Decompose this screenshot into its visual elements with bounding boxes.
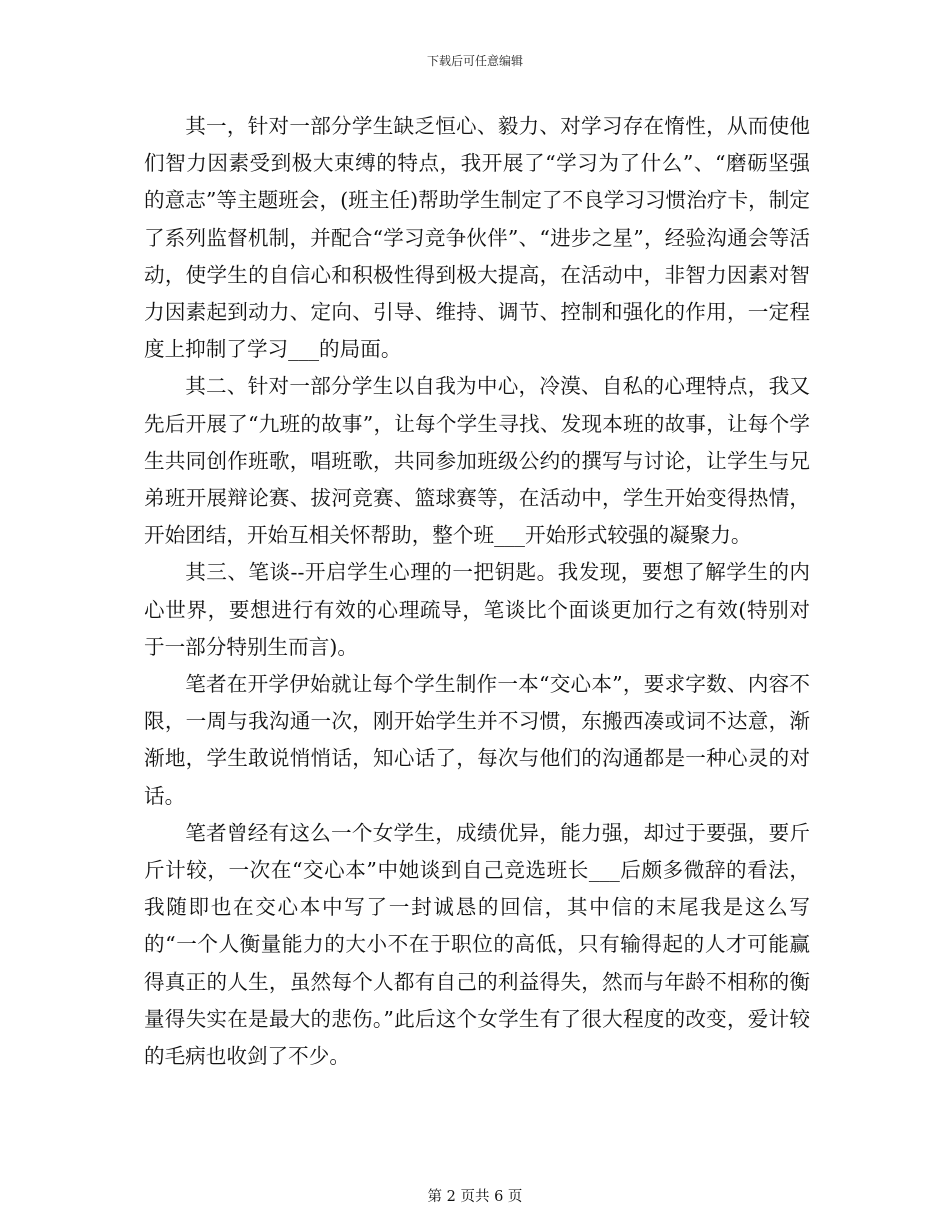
page-footer: 第 2 页共 6 页 xyxy=(427,1189,523,1205)
paragraph-1: 其一，针对一部分学生缺乏恒心、毅力、对学习存在惰性，从而使他们智力因素受到极大束缚的特点，我开展了“学习为了什么”、“磨砺坚强的意志”等主题班会，(班主任)帮助学生制定了不良学习习惯治疗卡，制定了系列监督机制，并配合“学习竞争伙伴”、“进步之星”，经验沟通会等活动，使学生的自信心和积极性得到极大提高，在活动中，非智力因素对智力因素起到动力、定向、引导、维持、调节、控制和强化的作用，一定程度上抑制了学习___的局面。 xyxy=(144,114,810,362)
paragraph-5: 笔者曾经有这么一个女学生，成绩优异，能力强，却过于要强，要斤斤计较，一次在“交心本”中她谈到自己竞选班长___后颇多微辞的看法，我随即也在交心本中写了一封诚恳的回信，其中信的末尾我是这么写的“一个人衡量能力的大小不在于职位的高低，只有输得起的人才可能赢得真正的人生，虽然每个人都有自己的利益得失，然而与年龄不相称的衡量得失实在是最大的悲伤。”此后这个女学生有了很大程度的改变，爱计较的毛病也收剑了不少。 xyxy=(144,820,810,1069)
page-header: 下载后可任意编辑 xyxy=(426,54,523,68)
paragraph-2: 其二、针对一部分学生以自我为中心，冷漠、自私的心理特点，我又先后开展了“九班的故事”，让每个学生寻找、发现本班的故事，让每个学生共同创作班歌，唱班歌，共同参加班级公约的撰写与讨论，让学生与兄弟班开展辩论赛、拔河竞赛、篮球赛等，在活动中，学生开始变得热情，开始团结，开始互相关怀帮助，整个班___开始形式较强的凝聚力。 xyxy=(144,374,810,548)
paragraph-3: 其三、笔谈--开启学生心理的一把钥匙。我发现，要想了解学生的内心世界，要想进行有效的心理疏导，笔谈比个面谈更加行之有效(特别对于一部分特别生而言)。 xyxy=(144,560,810,659)
paragraph-4: 笔者在开学伊始就让每个学生制作一本“交心本”，要求字数、内容不限，一周与我沟通一次，刚开始学生并不习惯，东搬西凑或词不达意，渐渐地，学生敢说悄悄话，知心话了，每次与他们的沟通都是一种心灵的对话。 xyxy=(144,672,810,808)
document-body xyxy=(144,108,810,1075)
